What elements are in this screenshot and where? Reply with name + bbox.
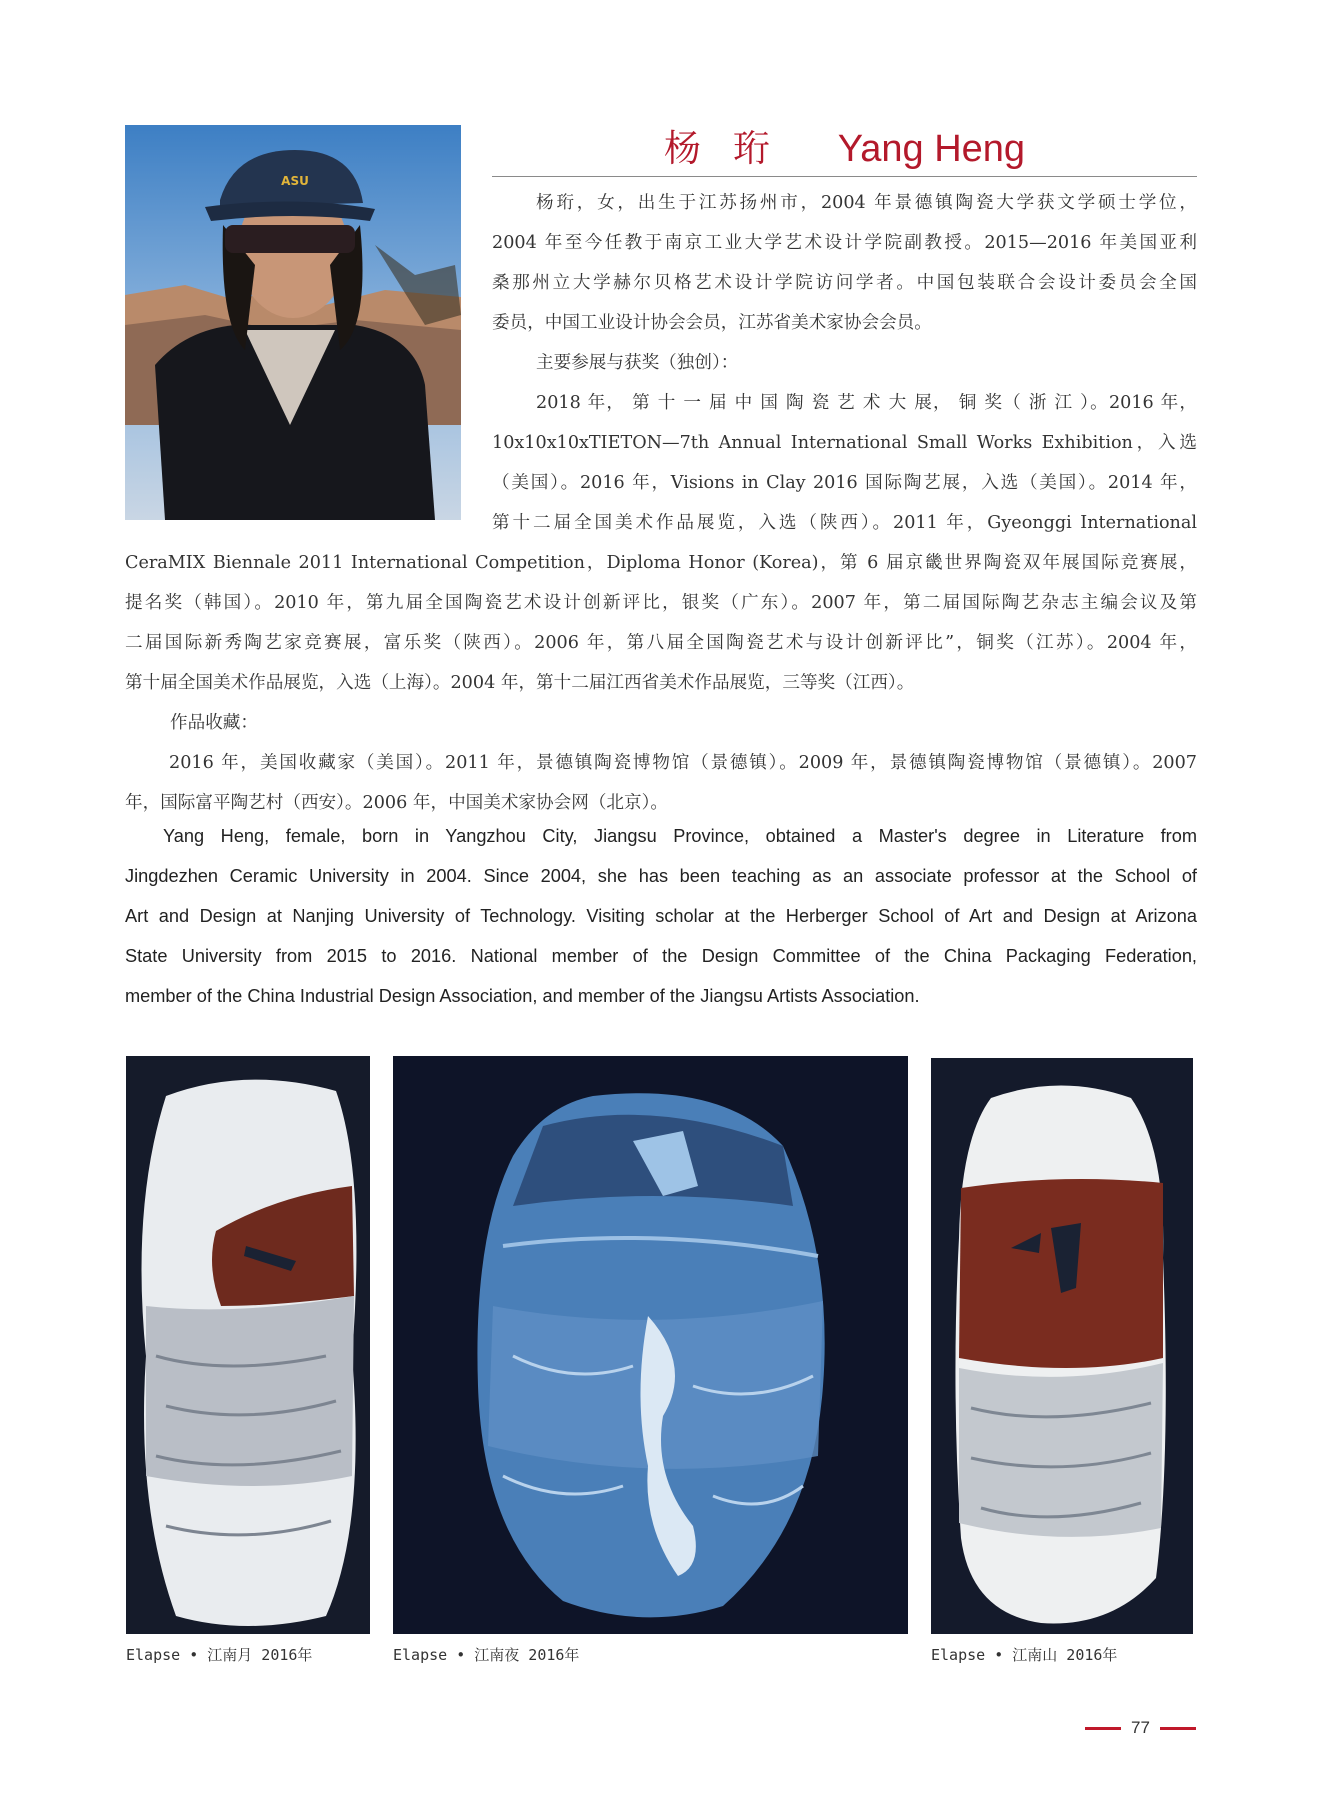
awards-line: 提名奖（韩国）。2010 年，第九届全国陶瓷艺术设计创新评比，银奖（广东）。2007 年，第二届国际陶艺杂志主编会议及第: [125, 593, 1197, 613]
artwork-image-jiangnan-moon: [126, 1056, 370, 1634]
bio-zh-line: 2004 年至今任教于南京工业大学艺术设计学院副教授。2015—2016 年美国亚利: [492, 233, 1197, 253]
bio-en-line: Art and Design at Nanjing University of Technology. Visiting scholar at the Herberger School of Art and Design at Arizona: [125, 906, 1197, 926]
title-chinese: 杨 珩: [663, 127, 780, 170]
title-divider: [492, 176, 1197, 177]
artwork-caption: Elapse • 江南月 2016年: [126, 1646, 313, 1664]
bio-zh-line: 桑那州立大学赫尔贝格艺术设计学院访问学者。中国包装联合会设计委员会全国: [492, 273, 1197, 293]
collection-line: 2016 年，美国收藏家（美国）。2011 年，景德镇陶瓷博物馆（景德镇）。2009 年，景德镇陶瓷博物馆（景德镇）。2007: [169, 753, 1197, 773]
bio-en-line: Jingdezhen Ceramic University in 2004. Since 2004, she has been teaching as an associate professor at the School of: [125, 866, 1197, 886]
collection-text: [125, 743, 1197, 823]
page-number-text: 77: [1131, 1718, 1150, 1737]
awards-line: （美国）。2016 年，Visions in Clay 2016 国际陶艺展，入选（美国）。2014 年，: [492, 473, 1197, 493]
page-number: [1085, 1716, 1196, 1740]
page-title: [492, 118, 1197, 174]
bio-en-line: Yang Heng, female, born in Yangzhou City, Jiangsu Province, obtained a Master's degree in Literature from: [163, 826, 1197, 846]
svg-text:ASU: ASU: [281, 174, 309, 188]
awards-line: 10x10x10xTIETON—7th Annual International Small Works Exhibition，入选: [492, 433, 1197, 453]
awards-line: CeraMIX Biennale 2011 International Competition，Diploma Honor (Korea)，第 6 届京畿世界陶瓷双年展国际竞赛展，: [125, 553, 1197, 573]
bio-chinese: [492, 183, 1197, 343]
awards-line: 2018 年， 第 十 一 届 中 国 陶 瓷 艺 术 大 展， 铜 奖（ 浙 江 ）。2016 年，: [536, 393, 1197, 413]
artwork-caption: Elapse • 江南山 2016年: [931, 1646, 1118, 1664]
artwork-caption: Elapse • 江南夜 2016年: [393, 1646, 580, 1664]
collection-heading: 作品收藏：: [170, 713, 258, 733]
awards-heading: 主要参展与获奖（独创）：: [536, 353, 739, 373]
bio-en-line: State University from 2015 to 2016. National member of the Design Committee of the China Packaging Federation,: [125, 946, 1197, 966]
awards-line: 二届国际新秀陶艺家竞赛展，富乐奖（陕西）。2006 年，第八届全国陶瓷艺术与设计创新评比”，铜奖（江苏）。2004 年，: [125, 633, 1197, 653]
bio-english: [125, 816, 1197, 1016]
bio-en-line: member of the China Industrial Design Association, and member of the Jiangsu Artists Association.: [125, 986, 920, 1006]
artwork-image-jiangnan-night: [393, 1056, 908, 1634]
page-number-rule-left: [1085, 1727, 1121, 1730]
bio-zh-line: 委员，中国工业设计协会会员，江苏省美术家协会会员。: [492, 313, 932, 333]
collection-line: 年，国际富平陶艺村（西安）。2006 年，中国美术家协会网（北京）。: [125, 793, 668, 813]
title-english: Yang Heng: [837, 128, 1026, 170]
artwork-image-jiangnan-mountain: [931, 1058, 1193, 1634]
bio-zh-line: 杨珩，女，出生于江苏扬州市，2004 年景德镇陶瓷大学获文学硕士学位，: [536, 193, 1197, 213]
portrait-photo: [125, 125, 461, 520]
awards-line: 第十届全国美术作品展览，入选（上海）。2004 年，第十二届江西省美术作品展览，三等奖（江西）。: [125, 673, 915, 693]
awards-text-continued: [125, 543, 1197, 703]
awards-line: 第十二届全国美术作品展览，入选（陕西）。2011 年，Gyeonggi International: [492, 513, 1197, 533]
awards-text: [492, 383, 1197, 543]
page-number-rule-right: [1160, 1727, 1196, 1730]
